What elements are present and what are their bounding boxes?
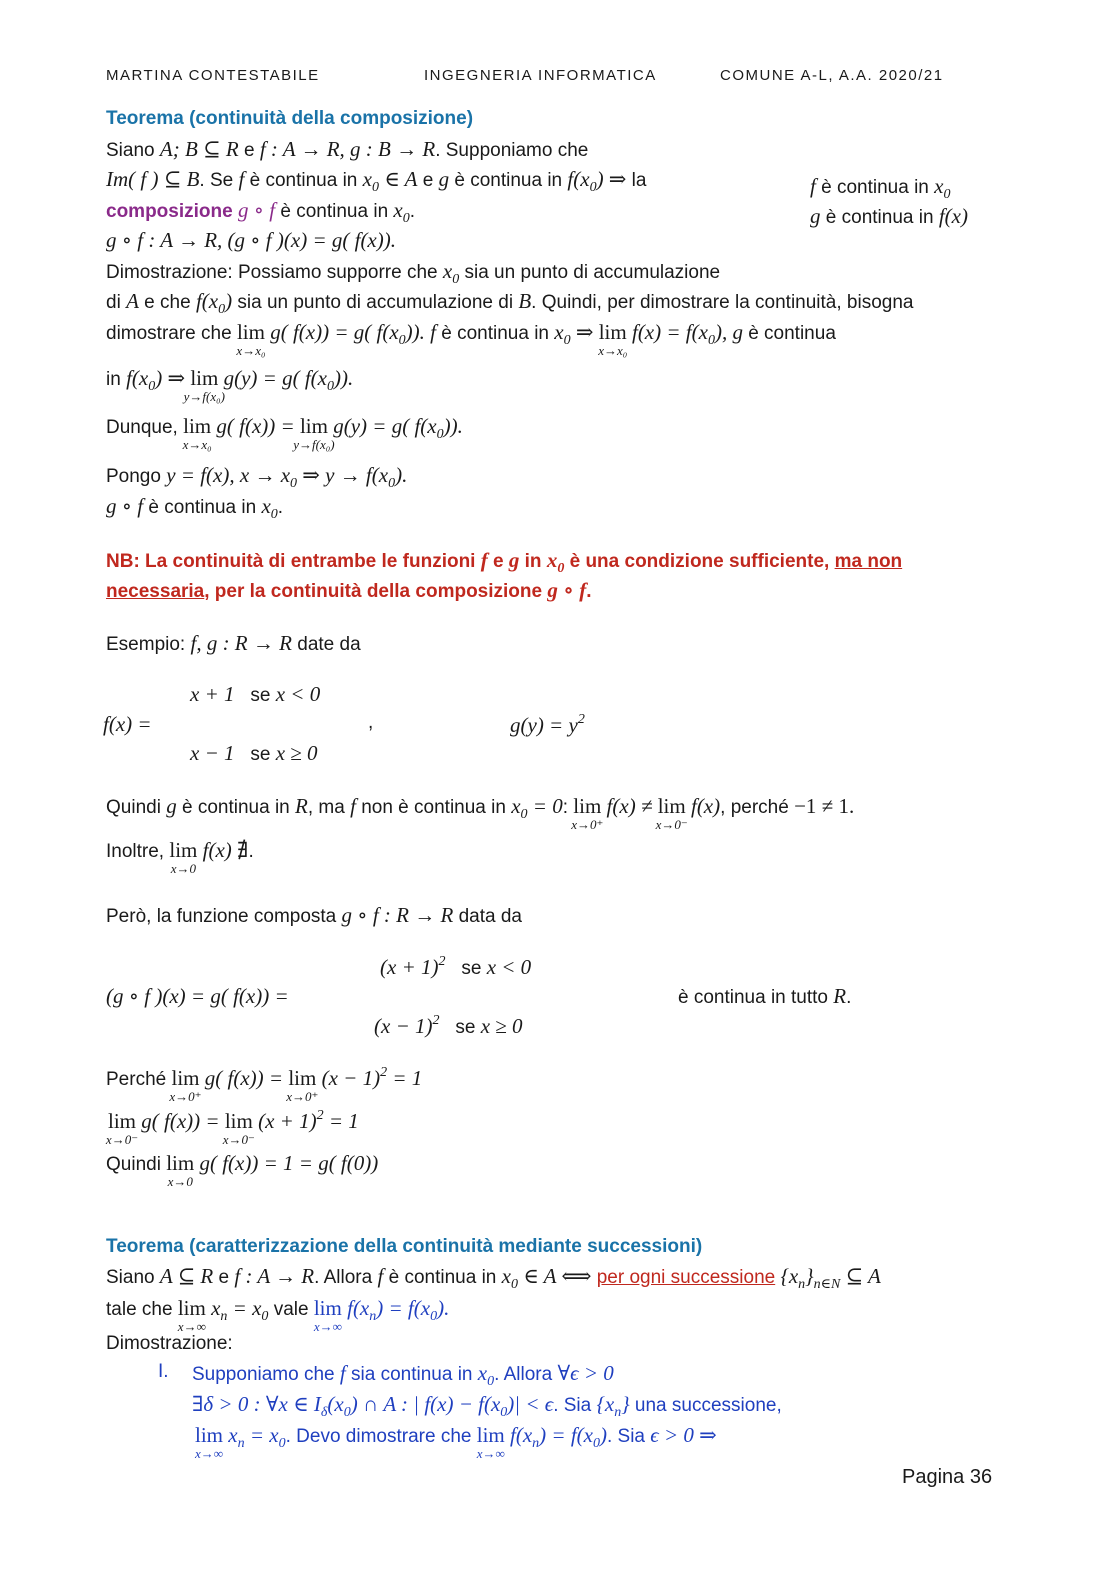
- piecewise-case: $(x + 1)^2$ se x < 0: [380, 954, 532, 979]
- theorem-line: Im( f ) ⊆ B. Se f è continua in $x_0$ ∈ A e g è continua in $f(x_0)$ ⇒ la: [106, 167, 647, 195]
- nb-note: necessaria, per la continuità della composizione g ∘ f.: [106, 578, 592, 602]
- example-line: Quindi lim x→0 g( f(x)) = 1 = g( f(0)): [106, 1151, 379, 1189]
- comma: ,: [368, 712, 374, 733]
- proof-line: in $f(x_0)$ ⇒ lim y→f(x₀) g(y) = g( $f(x_0)$).: [106, 366, 354, 404]
- gy-definition: $g(y) = y^2$: [510, 712, 585, 737]
- proof-line: Dunque, lim x→x₀ g( f(x)) = lim y→f(x₀) g(y) = g( $f(x_0)$).: [106, 414, 463, 452]
- page-number: Pagina 36: [902, 1466, 993, 1488]
- theorem-line: Siano A; B ⊆ R e f : A → R, g : B → R. Supponiamo che: [106, 137, 589, 161]
- proof-line: Dimostrazione: Possiamo supporre che $x_0$ sia un punto di accumulazione: [106, 259, 721, 287]
- gf-label: (g ∘ f )(x) = g( f(x)) =: [106, 984, 289, 1008]
- proof-item-line: ∃δ > 0 : ∀x ∈ $I_\delta(x_0)$ ∩ A : | $f(x) - f(x_0)| < \epsilon$. Sia $\{x_n\}$ una successione,: [192, 1392, 782, 1420]
- header-group: COMUNE A-L, A.A. 2020/21: [720, 67, 944, 84]
- example-intro: Esempio: f, g : R → R date da: [106, 631, 361, 655]
- side-note: f è continua in $x_0$: [810, 174, 951, 202]
- side-note: g è continua in f(x): [810, 204, 968, 228]
- piecewise-case: $(x - 1)^2$ se x ≥ 0: [374, 1013, 523, 1038]
- fx-label: f(x) =: [103, 712, 152, 736]
- piecewise-case: x + 1 se x < 0: [190, 682, 321, 706]
- continuity-note: è continua in tutto R.: [678, 984, 852, 1008]
- nb-note: NB: La continuità di entrambe le funzioni f e g in $x_0$ è una condizione sufficiente, ma non: [106, 548, 903, 576]
- proof-item-number: I.: [158, 1361, 169, 1382]
- example-line: lim x→0⁻ g( f(x)) = lim x→0⁻ $(x + 1)^2 = 1$: [105, 1108, 359, 1147]
- example-line: Quindi g è continua in R, ma f non è continua in $x_0 = 0$: lim x→0⁺ f(x) ≠ lim x→0⁻ f(x), perché −1 ≠ 1.: [106, 794, 855, 832]
- theorem-line: composizione g ∘ f è continua in $x_0$.: [106, 198, 416, 226]
- theorem-title: Teorema (caratterizzazione della continuità mediante successioni): [106, 1236, 703, 1257]
- proof-line: di A e che $f(x_0)$ sia un punto di accumulazione di B. Quindi, per dimostrare la continuità, bisogna: [106, 289, 914, 317]
- example-line: Inoltre, lim x→0 f(x) ∄.: [106, 838, 254, 876]
- proof-line: dimostrare che lim x→x₀ g( f(x)) = g( $f(x_0)$). f è continua in $x_0$ ⇒ lim x→x₀ $f(x) = f(x_0)$, g è continua: [106, 320, 836, 358]
- theorem-line: tale che lim x→∞ $x_n = x_0$ vale lim x→∞ $f(x_n) = f(x_0)$.: [106, 1296, 450, 1334]
- piecewise-case: x − 1 se x ≥ 0: [190, 741, 318, 765]
- theorem-title: Teorema (continuità della composizione): [106, 108, 474, 129]
- composition-definition: g ∘ f : A → R, (g ∘ f )(x) = g( f(x)).: [106, 228, 396, 252]
- example-line: Però, la funzione composta g ∘ f : R → R data da: [106, 903, 522, 927]
- proof-item-line: Supponiamo che f sia continua in $x_0$. Allora ∀ϵ > 0: [192, 1361, 614, 1389]
- header-author: MARTINA CONTESTABILE: [106, 67, 320, 84]
- proof-line: Pongo y = f(x), $x \to x_0$ ⇒ $y \to f(x_0)$.: [106, 463, 408, 491]
- header-course: INGEGNERIA INFORMATICA: [424, 67, 657, 84]
- proof-line: g ∘ f è continua in $x_0$.: [106, 494, 284, 522]
- example-line: Perché lim x→0⁺ g( f(x)) = lim x→0⁺ $(x - 1)^2 = 1$: [106, 1065, 423, 1104]
- theorem-line: Siano A ⊆ R e f : A → R. Allora f è continua in $x_0$ ∈ A ⟺ per ogni successione $\{x_n\}_{n\in N}$ ⊆ A: [106, 1264, 881, 1292]
- proof-item-line: lim x→∞ $x_n = x_0$. Devo dimostrare che lim x→∞ $f(x_n) = f(x_0)$. Sia ϵ > 0 ⇒: [194, 1423, 717, 1461]
- proof-heading: Dimostrazione:: [106, 1333, 233, 1354]
